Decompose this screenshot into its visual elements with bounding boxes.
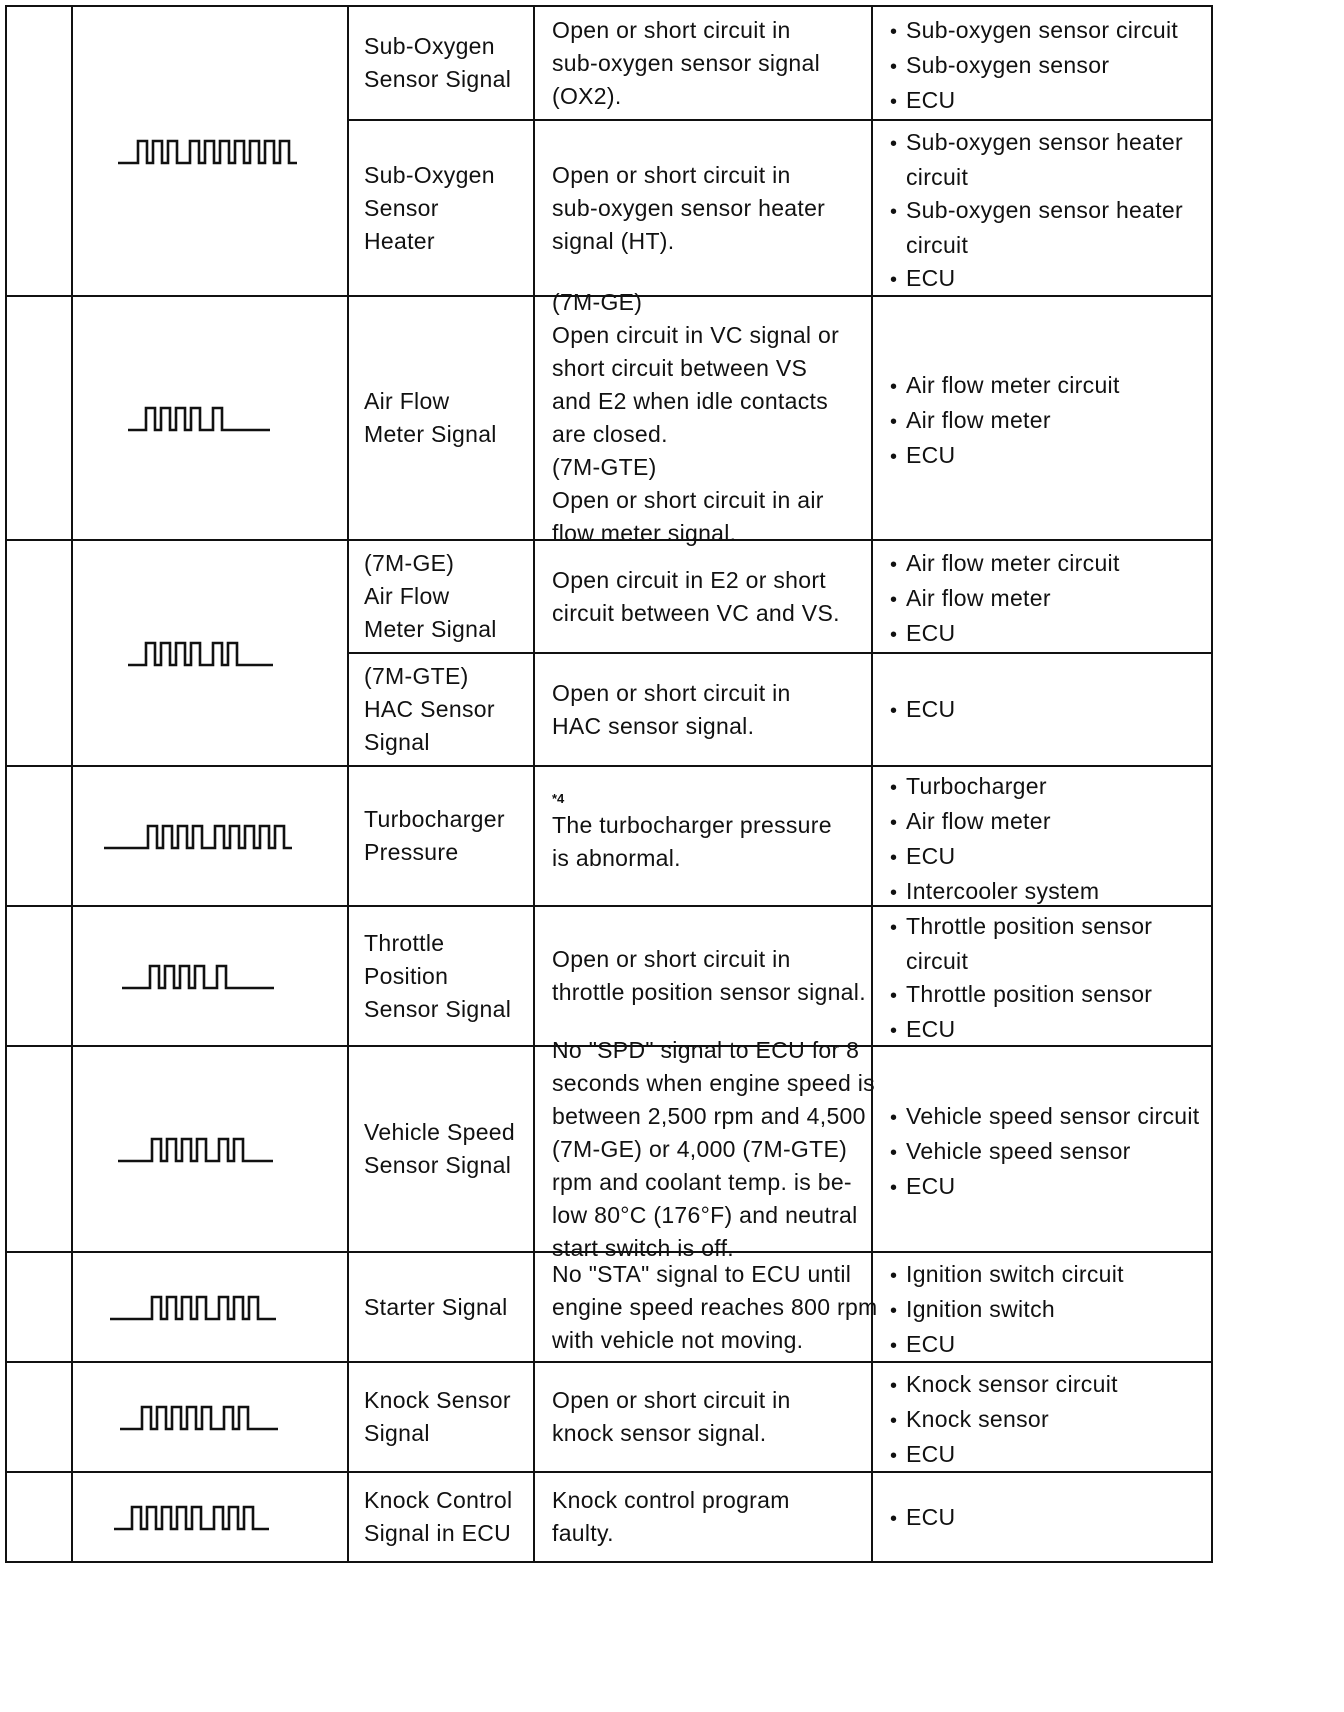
code-cell (5, 5, 74, 298)
trouble-area-text: Throttle position sensor (906, 981, 1153, 1007)
trouble-area-text: ECU (906, 696, 956, 722)
diagnosis-item (364, 1116, 515, 1182)
trouble-area-item (890, 1368, 1118, 1403)
trouble-area-text: ECU (906, 620, 956, 646)
diagnosis-text-line: Open circuit in VC signal or (552, 322, 840, 348)
bullet-icon: • (890, 1264, 898, 1287)
bullet-icon: • (890, 847, 898, 869)
trouble-area-text: Air flow meter (906, 808, 1051, 834)
trouble-area-item (890, 14, 1178, 49)
bullet-icon: • (890, 20, 898, 43)
diagnosis-text-line: is abnormal. (552, 845, 681, 871)
trouble-area-text: Sub-oxygen sensor heater (906, 128, 1183, 155)
blink-waveform-icon (114, 1503, 320, 1533)
trouble-area-item (890, 1501, 955, 1536)
diagnosis-item-line: Air Flow (364, 388, 450, 414)
trouble-area-item (890, 1100, 1200, 1135)
probable-trouble-area (890, 693, 955, 728)
diagnosis-text-line: are closed. (552, 421, 668, 447)
bullet-icon: • (890, 1334, 898, 1357)
trouble-area-item (890, 693, 955, 728)
blink-waveform-icon (110, 1293, 300, 1323)
code-cell (5, 765, 74, 908)
trouble-area-item (890, 194, 1183, 229)
diagnosis-text-line: HAC sensor signal. (552, 712, 755, 739)
trouble-area-text: Air flow meter circuit (906, 371, 1120, 398)
trouble-area-item (890, 229, 1183, 262)
probable-trouble-area (890, 14, 1178, 119)
code-cell (5, 905, 74, 1048)
trouble-area-item (890, 1258, 1124, 1293)
diagnosis-text (552, 286, 839, 550)
diagnosis-text-line: circuit between VC and VS. (552, 599, 840, 626)
probable-trouble-area (890, 126, 1183, 297)
trouble-area-item (890, 49, 1178, 84)
bullet-icon: • (890, 1141, 898, 1164)
trouble-area-item (890, 439, 1120, 474)
trouble-area-item (890, 978, 1152, 1013)
trouble-area-text: ECU (906, 1440, 956, 1467)
diagnosis-item-line: Signal (364, 1420, 430, 1446)
diagnosis-text-line: flow meter signal. (552, 520, 737, 546)
trouble-area-item (890, 910, 1152, 945)
diagnosis-text-line: seconds when engine speed is (552, 1069, 875, 1096)
diagnosis-text-line: sub-oxygen sensor heater (552, 194, 826, 221)
diagnosis-text-line: (7M-GE) or 4,000 (7M-GTE) (552, 1135, 848, 1162)
trouble-area-item (890, 1013, 1152, 1048)
trouble-area-item (890, 369, 1120, 404)
diagnosis-text-line: short circuit between VS (552, 355, 808, 381)
trouble-area-text: ECU (906, 1016, 956, 1042)
diagnosis-item (364, 803, 505, 869)
diagnosis-item-line: Vehicle Speed (364, 1119, 515, 1145)
bullet-icon: • (890, 132, 898, 155)
trouble-area-item (890, 161, 1183, 194)
diagnosis-item-line: Knock Control (364, 1487, 513, 1513)
bullet-icon: • (890, 1299, 898, 1322)
bullet-icon: • (890, 777, 898, 799)
trouble-area-text: ECU (906, 264, 956, 291)
bullet-icon: • (890, 589, 898, 611)
diagnosis-text-line: No "SPD" signal to ECU for 8 (552, 1036, 860, 1063)
diagnosis-text-line: Knock control program (552, 1487, 790, 1513)
diagnosis-text-line: with vehicle not moving. (552, 1326, 804, 1353)
diagnosis-item-line: Meter Signal (364, 616, 497, 642)
diagnosis-text-line: Open or short circuit in (552, 1387, 791, 1413)
code-cell (5, 1471, 74, 1564)
diagnosis-text (552, 1384, 791, 1450)
bullet-icon: • (890, 445, 898, 468)
trouble-area-item (890, 805, 1099, 840)
trouble-area-item (890, 1293, 1124, 1328)
trouble-area-text: ECU (906, 1330, 956, 1357)
trouble-area-item (890, 840, 1099, 875)
bullet-icon: • (890, 268, 898, 291)
diagnosis-item-line: Position (364, 962, 449, 989)
diagnosis-item-line: HAC Sensor (364, 696, 495, 722)
trouble-area-text: Ignition switch (906, 1295, 1055, 1322)
diagnosis-text (552, 809, 832, 875)
blink-waveform-icon (104, 822, 316, 852)
diagnosis-item-line: Sensor Signal (364, 995, 512, 1022)
waveform-trace (114, 1507, 269, 1529)
bullet-icon: • (890, 700, 898, 722)
diagnosis-item-line: Pressure (364, 839, 459, 865)
trouble-area-text: ECU (906, 1172, 956, 1199)
diagnosis-item-line: Knock Sensor (364, 1387, 511, 1413)
bullet-icon: • (890, 985, 898, 1007)
diagnosis-text (552, 159, 825, 258)
trouble-area-item (890, 547, 1120, 582)
diagnosis-text-line: rpm and coolant temp. is be- (552, 1168, 852, 1195)
diagnosis-item (364, 660, 495, 759)
diagnosis-item-line: Heater (364, 227, 435, 254)
probable-trouble-area (890, 369, 1120, 474)
bullet-icon: • (890, 882, 898, 904)
trouble-area-item (890, 617, 1120, 652)
blink-waveform-icon (118, 1135, 288, 1165)
diagnosis-text-line: (7M-GE) (552, 289, 643, 315)
blink-waveform-icon (128, 639, 278, 669)
diagnosis-text-line: low 80°C (176°F) and neutral (552, 1201, 858, 1228)
diagnosis-text-line: faulty. (552, 1520, 614, 1546)
probable-trouble-area (890, 547, 1120, 652)
trouble-area-item (890, 1170, 1200, 1205)
blink-waveform-icon (122, 962, 282, 992)
bullet-icon: • (890, 1444, 898, 1467)
diagnosis-text-line: signal (HT). (552, 227, 675, 254)
bullet-icon: • (890, 410, 898, 433)
diagnosis-item-line: Sensor (364, 194, 439, 221)
diagnosis-item (364, 30, 511, 96)
diagnosis-item-line: Meter Signal (364, 421, 497, 447)
waveform-trace (128, 643, 273, 665)
diagnosis-text-line: engine speed reaches 800 rpm (552, 1293, 878, 1320)
trouble-area-item (890, 1403, 1118, 1438)
waveform-trace (120, 1407, 278, 1429)
bullet-icon: • (890, 1020, 898, 1042)
trouble-area-text: Intercooler system (906, 878, 1100, 904)
trouble-area-text: Turbocharger (906, 773, 1047, 799)
waveform-trace (118, 141, 297, 163)
trouble-area-text: ECU (906, 86, 956, 113)
diagnosis-item-line: Throttle (364, 929, 445, 956)
bullet-icon: • (890, 375, 898, 398)
trouble-area-text: Sub-oxygen sensor heater (906, 196, 1183, 223)
diagnosis-item-line: Turbocharger (364, 806, 505, 832)
diagnosis-item-line: Signal (364, 729, 430, 755)
blink-waveform-icon (118, 137, 318, 167)
waveform-trace (110, 1297, 276, 1319)
diagnosis-item (364, 159, 495, 258)
diagnosis-text-line: Open or short circuit in (552, 679, 791, 706)
bullet-icon: • (890, 1507, 898, 1530)
trouble-area-text: Ignition switch circuit (906, 1260, 1124, 1287)
diagnosis-text-line: The turbocharger pressure (552, 812, 832, 838)
trouble-area-text: circuit (906, 231, 969, 258)
code-cell (5, 1361, 74, 1474)
diagnosis-text (552, 1258, 878, 1357)
diagnosis-text-line: between 2,500 rpm and 4,500 (552, 1102, 866, 1129)
bullet-icon: • (890, 624, 898, 646)
waveform-trace (118, 1139, 273, 1161)
diagnosis-text-line: (OX2). (552, 82, 622, 109)
diagnosis-text (552, 677, 791, 743)
diagnosis-item-line: Sub-Oxygen (364, 33, 495, 59)
diagnosis-item-line: Sensor Signal (364, 1152, 512, 1178)
diagnosis-text-line: (7M-GTE) (552, 454, 657, 480)
bullet-icon: • (890, 554, 898, 576)
diagnosis-item (364, 1291, 508, 1324)
trouble-area-item (890, 945, 1152, 978)
diagnosis-text (552, 943, 866, 1009)
trouble-area-item (890, 770, 1099, 805)
diagnosis-text-line: and E2 when idle contacts (552, 388, 829, 414)
trouble-area-text: ECU (906, 1503, 956, 1530)
diagnosis-text-line: start switch is off. (552, 1234, 734, 1261)
trouble-area-text: Sub-oxygen sensor (906, 51, 1110, 78)
diagnosis-item (364, 385, 497, 451)
bullet-icon: • (890, 917, 898, 939)
diagnosis-text-line: Open or short circuit in air (552, 487, 824, 513)
diagnosis-text-line: knock sensor signal. (552, 1420, 767, 1446)
probable-trouble-area (890, 1501, 955, 1536)
probable-trouble-area (890, 1368, 1118, 1473)
code-cell (5, 295, 74, 542)
diagnosis-text (552, 1034, 875, 1265)
trouble-area-text: Air flow meter (906, 406, 1051, 433)
waveform-trace (122, 966, 274, 988)
trouble-area-item (890, 126, 1183, 161)
bullet-icon: • (890, 90, 898, 113)
diagnosis-text-line: sub-oxygen sensor signal (552, 49, 821, 76)
diagnosis-text (552, 14, 820, 113)
diagnosis-item (364, 547, 497, 646)
bullet-icon: • (890, 55, 898, 78)
trouble-area-text: circuit (906, 163, 969, 190)
trouble-area-text: Vehicle speed sensor circuit (906, 1102, 1200, 1129)
trouble-area-text: Sub-oxygen sensor circuit (906, 16, 1179, 43)
diagnosis-text-line: Open circuit in E2 or short (552, 566, 826, 593)
code-cell (5, 1045, 74, 1254)
trouble-area-item (890, 84, 1178, 119)
trouble-area-text: Knock sensor (906, 1405, 1049, 1432)
probable-trouble-area (890, 910, 1152, 1048)
probable-trouble-area (890, 770, 1099, 910)
diagnostic-code-table (6, 6, 1314, 1700)
trouble-area-text: ECU (906, 441, 956, 468)
trouble-area-text: circuit (906, 948, 969, 974)
diagnosis-item-line: Air Flow (364, 583, 450, 609)
blink-waveform-icon (128, 404, 278, 434)
diagnosis-item-line: (7M-GE) (364, 550, 455, 576)
probable-trouble-area (890, 1100, 1200, 1205)
bullet-icon: • (890, 200, 898, 223)
waveform-trace (104, 826, 292, 848)
diagnosis-text-line: Open or short circuit in (552, 161, 791, 188)
diagnosis-item-line: (7M-GTE) (364, 663, 469, 689)
probable-trouble-area (890, 1258, 1124, 1363)
trouble-area-text: Vehicle speed sensor (906, 1137, 1131, 1164)
diagnosis-item (364, 927, 511, 1026)
diagnosis-text-line: No "STA" signal to ECU until (552, 1260, 852, 1287)
diagnosis-text-line: throttle position sensor signal. (552, 979, 866, 1005)
diagnosis-item-line: Sub-Oxygen (364, 161, 495, 188)
diagnosis-text-line: Open or short circuit in (552, 946, 791, 972)
diagnosis-text (552, 1484, 790, 1550)
bullet-icon: • (890, 1106, 898, 1129)
code-cell (5, 539, 74, 768)
trouble-area-text: Knock sensor circuit (906, 1370, 1118, 1397)
footnote-marker: *4 (552, 791, 565, 806)
trouble-area-item (890, 1438, 1118, 1473)
waveform-trace (128, 408, 270, 430)
diagnosis-item-line: Signal in ECU (364, 1520, 512, 1546)
trouble-area-text: ECU (906, 843, 956, 869)
trouble-area-item (890, 404, 1120, 439)
bullet-icon: • (890, 1409, 898, 1432)
trouble-area-text: Air flow meter circuit (906, 550, 1120, 576)
diagnosis-text-line: Open or short circuit in (552, 16, 791, 43)
diagnosis-item (364, 1484, 512, 1550)
trouble-area-text: Throttle position sensor (906, 913, 1153, 939)
trouble-area-item (890, 582, 1120, 617)
trouble-area-item (890, 1135, 1200, 1170)
diagnosis-item-line: Sensor Signal (364, 66, 512, 92)
blink-waveform-icon (120, 1403, 320, 1433)
bullet-icon: • (890, 1374, 898, 1397)
trouble-area-text: Air flow meter (906, 585, 1051, 611)
bullet-icon: • (890, 812, 898, 834)
diagnosis-item-line: Starter Signal (364, 1293, 508, 1320)
bullet-icon: • (890, 1176, 898, 1199)
trouble-area-item (890, 1328, 1124, 1363)
code-cell (5, 1251, 74, 1364)
diagnosis-item (364, 1384, 511, 1450)
diagnosis-text (552, 564, 840, 630)
trouble-area-item (890, 262, 1183, 297)
